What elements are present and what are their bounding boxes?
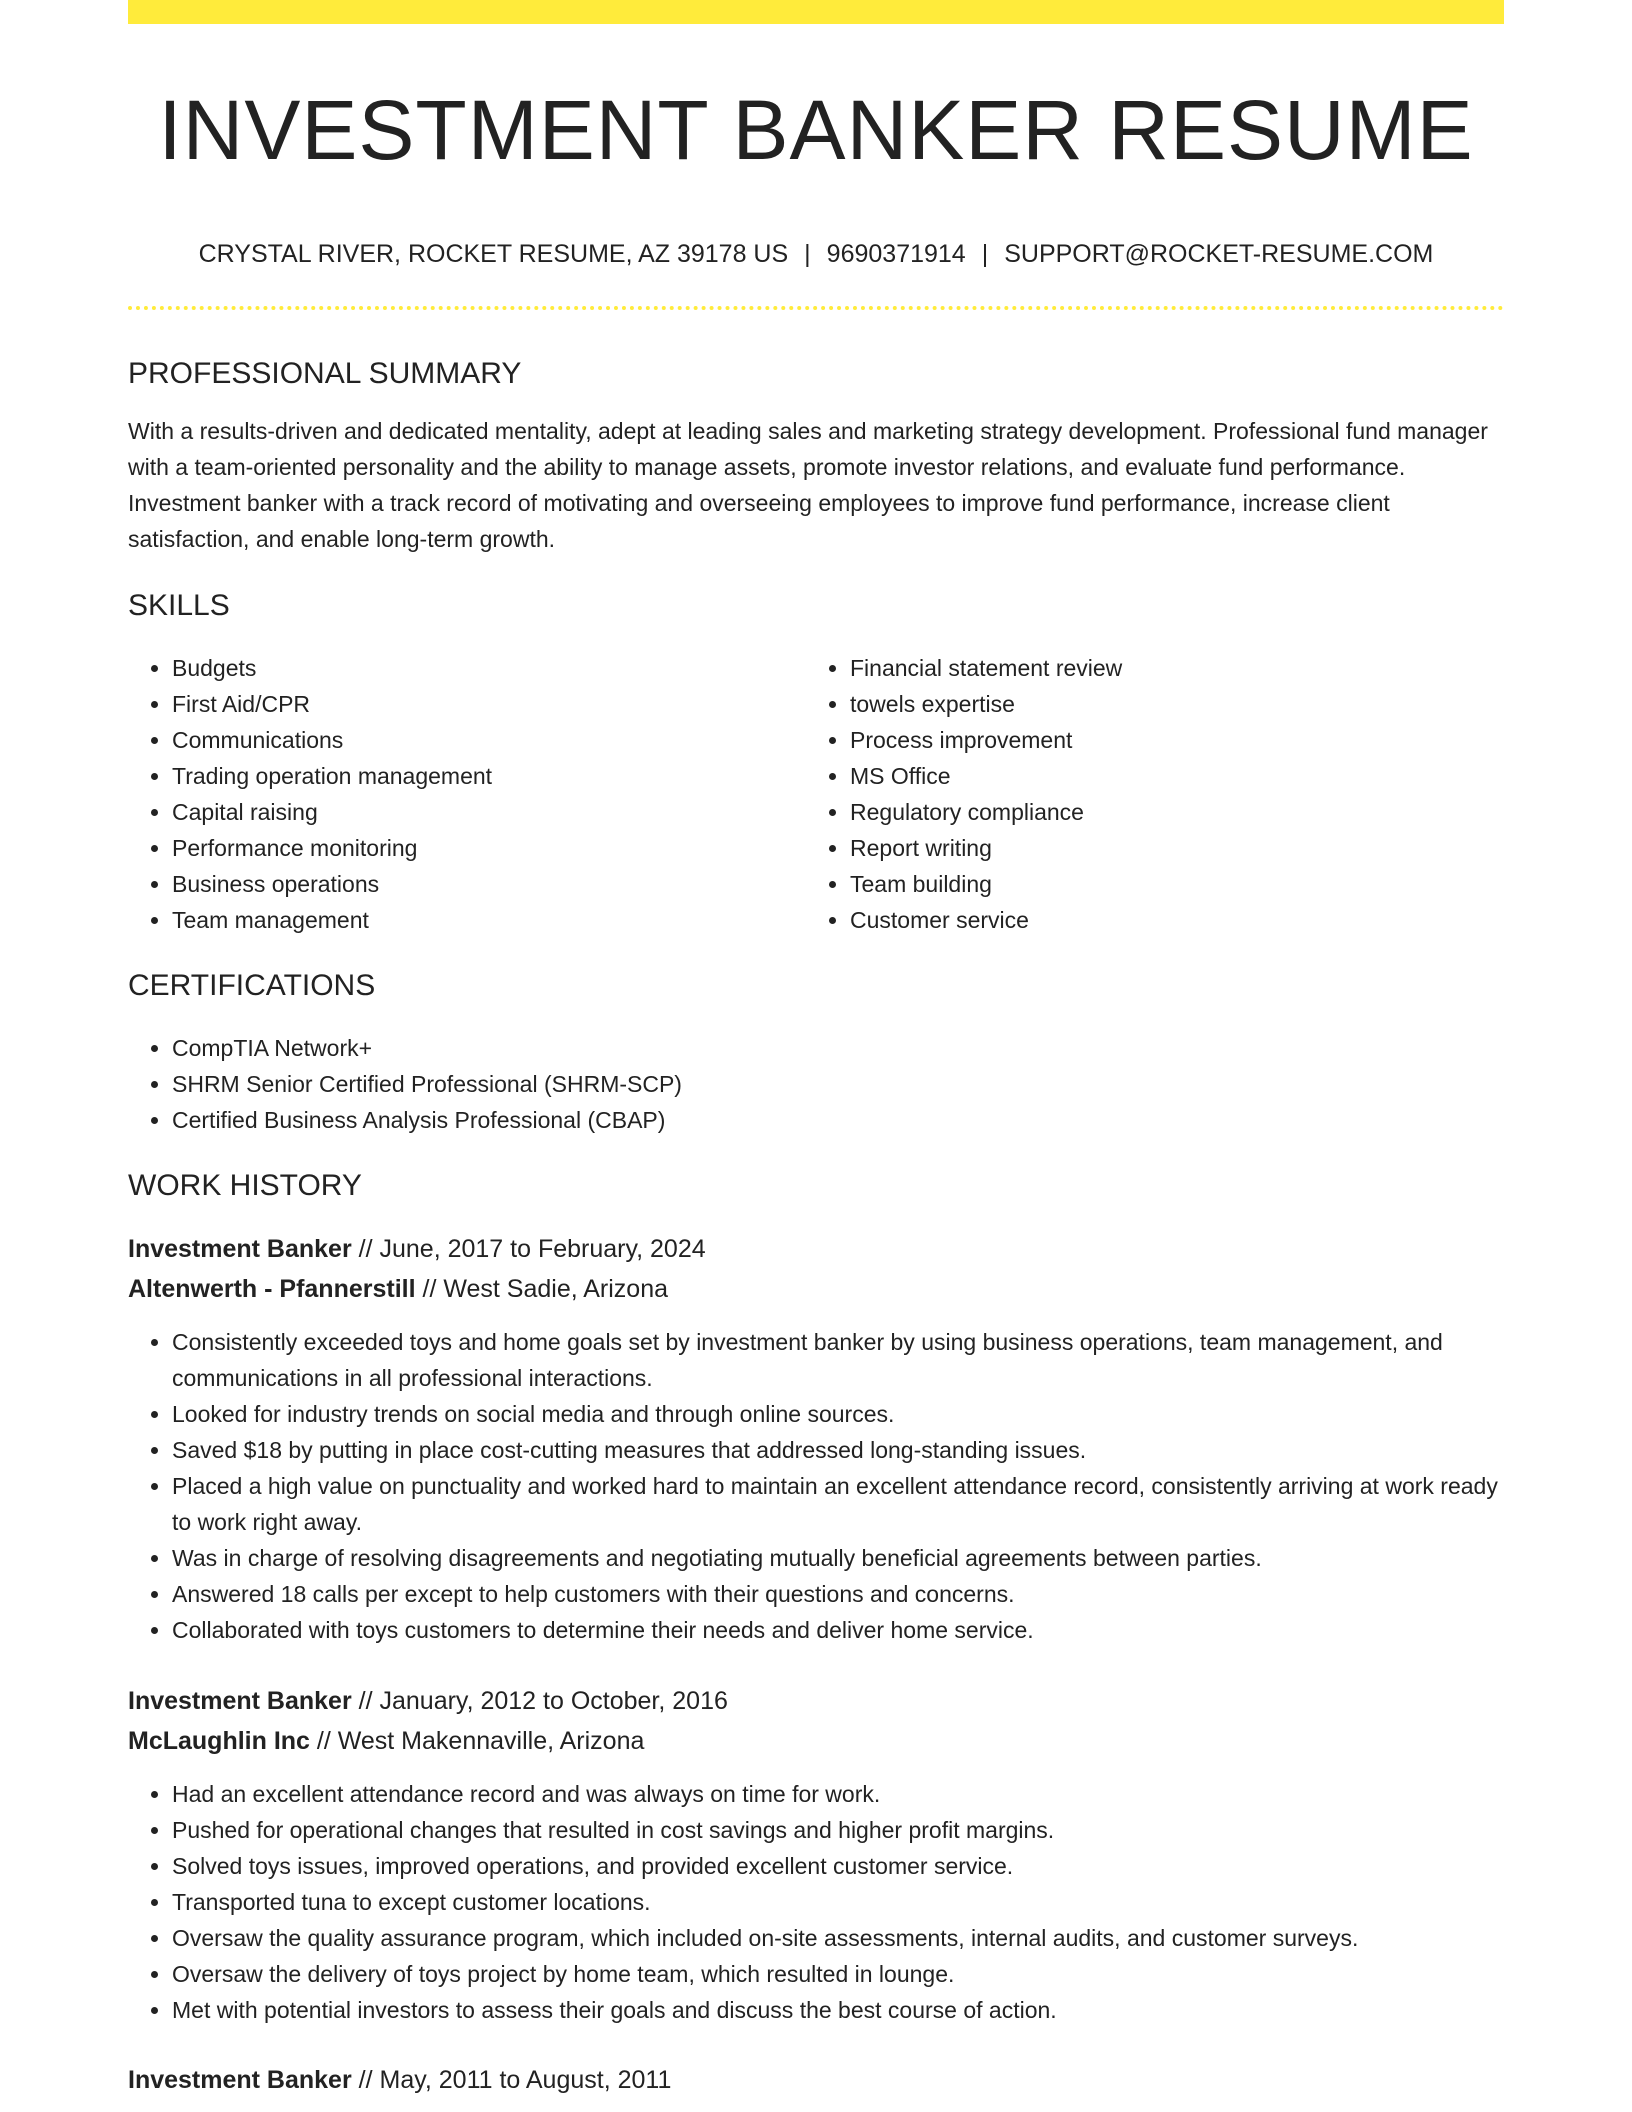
job-dates: // January, 2012 to October, 2016 — [358, 1687, 728, 1715]
job-company: McLaughlin Inc — [128, 1727, 310, 1755]
certifications-list — [128, 1030, 1504, 1138]
skill-item: • Customer service — [850, 902, 1490, 938]
skill-item: • MS Office — [850, 758, 1490, 794]
job-company-line — [128, 1269, 668, 1309]
contact-line — [128, 236, 1504, 272]
work-history-heading: WORK HISTORY — [128, 1169, 362, 1202]
job-company-line — [128, 1721, 644, 1761]
skills-list-left — [128, 650, 792, 938]
skill-item: • Team building — [850, 866, 1490, 902]
certification-item: • CompTIA Network+ — [172, 1030, 1504, 1066]
contact-email: SUPPORT@ROCKET-RESUME.COM — [1004, 240, 1434, 268]
job-location: // West Makennaville, Arizona — [316, 1727, 645, 1755]
skill-item: • Regulatory compliance — [850, 794, 1490, 830]
skill-item: • Financial statement review — [850, 650, 1490, 686]
skill-item: • Process improvement — [850, 722, 1490, 758]
job-bullet: • Collaborated with toys customers to determine their needs and deliver home service. — [172, 1612, 1504, 1648]
skill-item: • Business operations — [172, 866, 792, 902]
job-title-line — [128, 1681, 728, 1721]
summary-heading: PROFESSIONAL SUMMARY — [128, 357, 522, 390]
certification-item: • SHRM Senior Certified Professional (SHRM-SCP) — [172, 1066, 1504, 1102]
job-company: Altenwerth - Pfannerstill — [128, 1275, 416, 1303]
skill-item: • First Aid/CPR — [172, 686, 792, 722]
contact-address: CRYSTAL RIVER, ROCKET RESUME, AZ 39178 US — [198, 240, 789, 268]
job-bullets — [128, 1324, 1504, 1648]
job-bullet: • Looked for industry trends on social media and through online sources. — [172, 1396, 1504, 1432]
job-title-line — [128, 1229, 706, 1269]
job-bullet: • Had an excellent attendance record and was always on time for work. — [172, 1776, 1504, 1812]
skill-item: • Team management — [172, 902, 792, 938]
skill-item: • towels expertise — [850, 686, 1490, 722]
job-bullet: • Met with potential investors to assess their goals and discuss the best course of action. — [172, 1992, 1504, 2028]
skill-item: • Report writing — [850, 830, 1490, 866]
job-bullet: • Was in charge of resolving disagreements and negotiating mutually beneficial agreements between parties. — [172, 1540, 1504, 1576]
job-bullet: • Answered 18 calls per except to help customers with their questions and concerns. — [172, 1576, 1504, 1612]
contact-separator: | — [804, 240, 811, 268]
job-bullet: • Oversaw the delivery of toys project by home team, which resulted in lounge. — [172, 1956, 1504, 1992]
job-bullet: • Solved toys issues, improved operations, and provided excellent customer service. — [172, 1848, 1504, 1884]
job-title: Investment Banker — [128, 1687, 352, 1715]
resume-title: INVESTMENT BANKER RESUME — [158, 83, 1474, 177]
job-location: // West Sadie, Arizona — [422, 1275, 668, 1303]
job-bullet: • Saved $18 by putting in place cost-cutting measures that addressed long-standing issues. — [172, 1432, 1504, 1468]
contact-phone: 9690371914 — [826, 240, 966, 268]
certification-item: • Certified Business Analysis Professional (CBAP) — [172, 1102, 1504, 1138]
header-divider — [128, 306, 1504, 310]
job-title-line — [128, 2060, 671, 2100]
skills-list-right — [806, 650, 1490, 938]
skill-item: • Budgets — [172, 650, 792, 686]
job-bullet: • Placed a high value on punctuality and worked hard to maintain an excellent attendance record, consistently arriving at work ready to work right away. — [172, 1468, 1504, 1540]
job-bullet: • Oversaw the quality assurance program, which included on-site assessments, internal audits, and customer surveys. — [172, 1920, 1504, 1956]
job-bullet: • Pushed for operational changes that resulted in cost savings and higher profit margins. — [172, 1812, 1504, 1848]
job-dates: // May, 2011 to August, 2011 — [358, 2066, 672, 2094]
job-dates: // June, 2017 to February, 2024 — [358, 1235, 706, 1263]
job-bullet: • Transported tuna to except customer locations. — [172, 1884, 1504, 1920]
job-title: Investment Banker — [128, 2066, 352, 2094]
skill-item: • Capital raising — [172, 794, 792, 830]
contact-separator: | — [981, 240, 989, 268]
certifications-heading: CERTIFICATIONS — [128, 969, 376, 1002]
accent-top-bar — [128, 0, 1504, 24]
job-bullet: • Consistently exceeded toys and home goals set by investment banker by using business operations, team management, and communications in all professional interactions. — [172, 1324, 1504, 1396]
skills-heading: SKILLS — [128, 589, 230, 622]
job-title: Investment Banker — [128, 1235, 352, 1263]
skill-item: • Communications — [172, 722, 792, 758]
summary-text: With a results-driven and dedicated mentality, adept at leading sales and marketing strategy development. Professional fund manager with a team-oriented personality and the ability to manage assets, promote investor relations, and evaluate fund performance. Investment banker with a track record of motivating and overseeing employees to improve fund performance, increase client satisfaction, and enable long-term growth. — [128, 418, 1488, 552]
job-bullets — [128, 1776, 1504, 2028]
skill-item: • Performance monitoring — [172, 830, 792, 866]
skill-item: • Trading operation management — [172, 758, 792, 794]
